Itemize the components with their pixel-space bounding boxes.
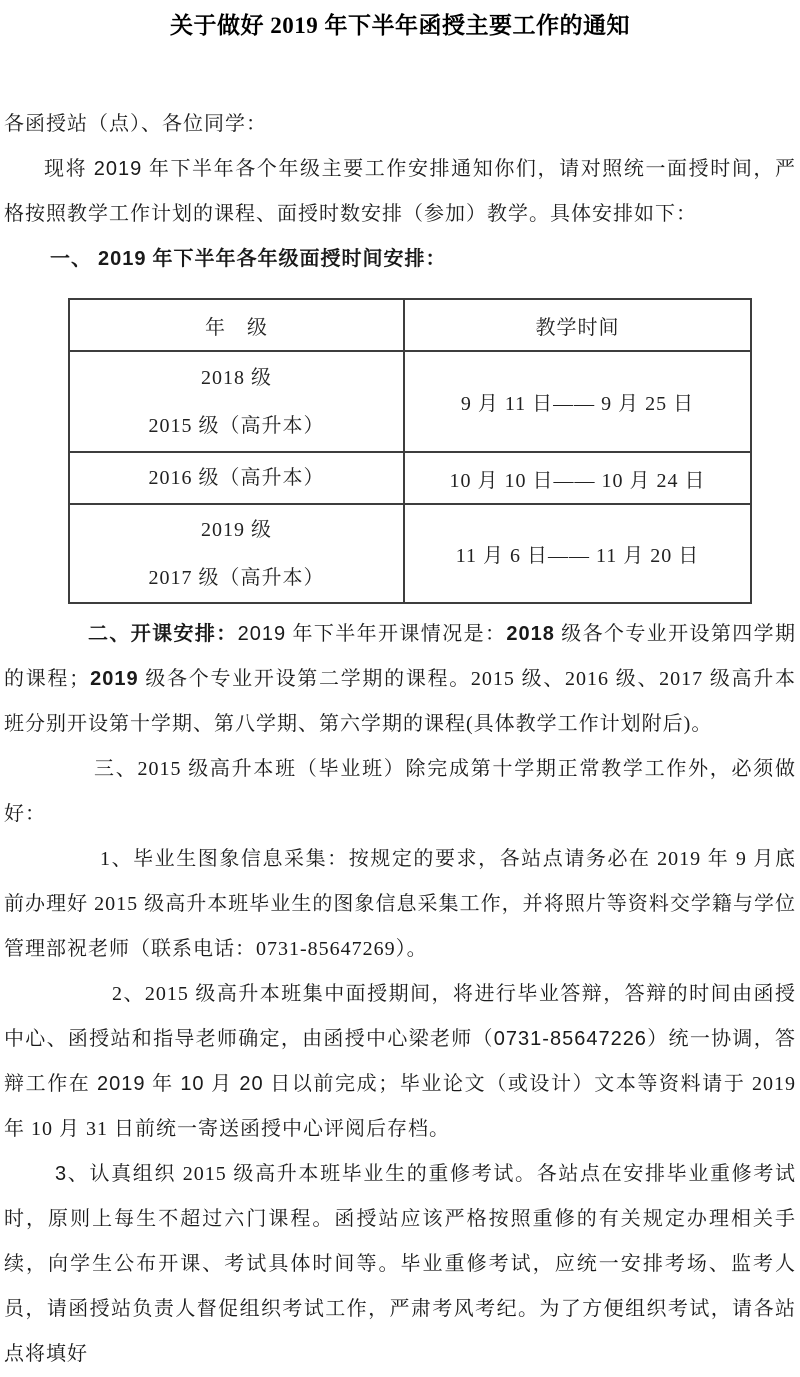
para-section-3: [4, 747, 796, 837]
text-run: 年: [145, 1073, 181, 1095]
text-run: 二、开课安排：: [88, 623, 238, 645]
time-cell: 9 月 11 日—— 9 月 25 日: [404, 351, 751, 452]
time-cell: 10 月 10 日—— 10 月 24 日: [404, 452, 751, 504]
para-section-2: [4, 612, 796, 747]
text-run: 2、2015 级高升本班集中面授期间，将进行毕业答辩，答辩的时间由函授中心、函授站和指导老师确定，由函授中心梁老师（: [4, 983, 796, 1050]
table-row: [69, 351, 751, 452]
text-run: 2019: [237, 623, 287, 645]
para-item-1: [4, 837, 796, 972]
grade-cell: [69, 452, 404, 504]
text-run: 三、2015 级高升本班（毕业班）除完成第十学期正常教学工作外，必须做好：: [4, 758, 796, 825]
text-run: 现将: [44, 158, 94, 180]
grade-line: 2016 级（高升本）: [148, 467, 325, 489]
text-run: 2019: [97, 1073, 146, 1095]
text-run: 2019: [98, 248, 147, 270]
text-run: 3: [55, 1163, 68, 1185]
salutation: 各函授站（点）、各位同学：: [4, 113, 267, 135]
grade-cell: [69, 504, 404, 603]
para-intro: [4, 147, 796, 237]
text-run: 2019: [90, 668, 139, 690]
text-run: 年下半年各年级面授时间安排：: [146, 248, 447, 270]
grade-line: 2019 级: [201, 518, 272, 541]
grade-cell: [69, 351, 404, 452]
table-row: [69, 504, 751, 603]
grade-line: 2015 级（高升本）: [148, 414, 325, 437]
table-header-row: [69, 299, 751, 351]
para-item-2: [4, 972, 796, 1152]
text-run: 0731-85647226: [493, 1028, 647, 1050]
text-run: 级各个专业开设第二学期的课程。2015 级、2016 级、2017 级高升本班分别开设第十学期、第八学期、第六学期的课程(具体教学工作计划附后)。: [4, 668, 797, 735]
text-run: 1、毕业生图象信息采集：按规定的要求，各站点请务必在 2019 年 9 月底前办理好 2015 级高升本班毕业生的图象信息采集工作，并将照片等资料交学籍与学位管理部祝老师（联系电话：0731-85647269）。: [4, 848, 796, 960]
text-run: 20: [239, 1073, 264, 1095]
time-cell: 11 月 6 日—— 11 月 20 日: [404, 504, 751, 603]
text-run: 日以前完成；毕业论文（或设计）文本等资料请于 2019 年 10 月 31 日前统一寄送函授中心评阅后存档。: [4, 1073, 797, 1140]
text-run: 月: [204, 1073, 240, 1095]
grade-line: 2017 级（高升本）: [148, 566, 325, 589]
doc-title: 关于做好 2019 年下半年函授主要工作的通知: [170, 13, 630, 38]
header-time: 教学时间: [404, 299, 751, 351]
text-run: 年下半年开课情况是：: [286, 623, 507, 645]
para-item-3: [4, 1152, 796, 1377]
text-run: ）统一协调，答辩工作在: [4, 1028, 797, 1095]
header-grade: 年 级: [69, 299, 404, 351]
text-run: 、认真组织 2015 级高升本班毕业生的重修考试。各站点在安排毕业重修考试时，原则上每生不超过六门课程。函授站应该严格按照重修的有关规定办理相关手续，向学生公布开课、考试具体时间等。毕业重修考试，应统一安排考场、监考人员，请函授站负责人督促组织考试工作，严肃考风考纪。为了方便组织考试，请各站点将填好: [4, 1163, 796, 1365]
text-run: 10: [180, 1073, 205, 1095]
schedule-table: [68, 298, 752, 604]
text-run: 年下半年各个年级主要工作安排通知你们，请对照统一面授时间，严格按照教学工作计划的课程、面授时数安排（参加）教学。具体安排如下：: [4, 158, 797, 225]
grade-line: 2018 级: [201, 366, 272, 389]
heading-section-1: [4, 237, 796, 282]
text-run: 级各个专业开设第四学期的课程；: [4, 623, 797, 690]
text-run: 2019: [93, 158, 143, 180]
text-run: 2018: [506, 623, 555, 645]
text-run: 一、: [50, 248, 98, 270]
table-row: [69, 452, 751, 504]
